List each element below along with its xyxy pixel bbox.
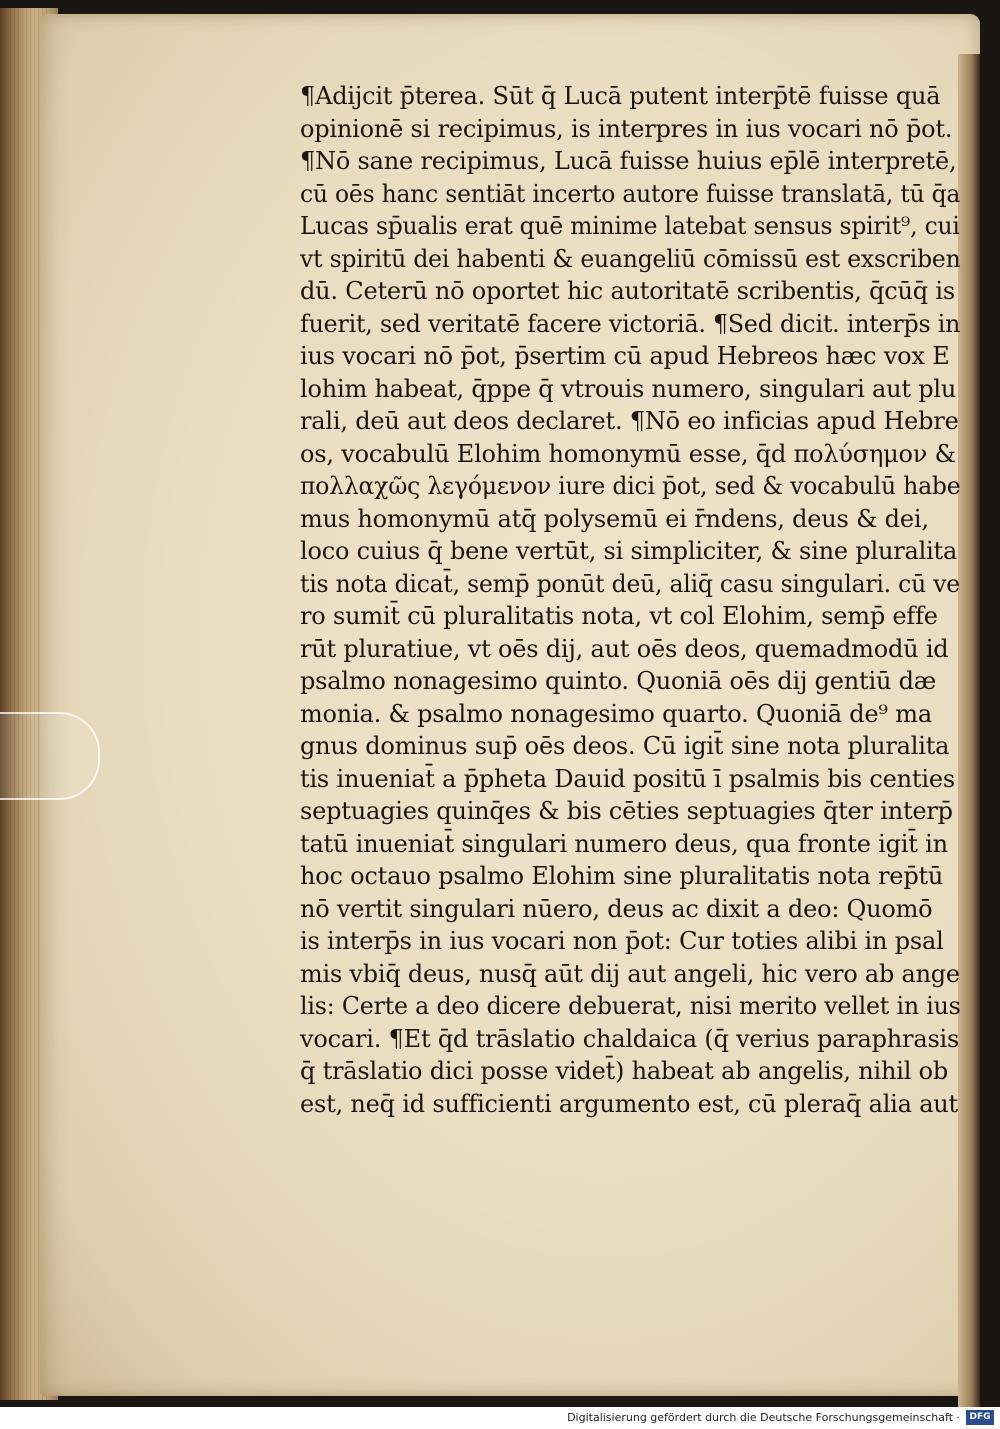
text-line: opinionē si recipimus, is interpres in ius vocari nō p̄ot. bbox=[300, 114, 953, 143]
page-marker-tab bbox=[0, 712, 100, 800]
text-line: septuagies quinq̄es & bis cēties septuagies q̄ter interp̄ bbox=[300, 797, 953, 825]
text-line: mus homonymū atq̄ polysemū ei r̄ndens, deus & dei, bbox=[300, 504, 929, 533]
text-line: vt spiritū dei habenti & euangeliū cōmissū est exscriben bbox=[300, 244, 961, 273]
text-line: monia. & psalmo nonagesimo quarto. Quoniā de⁹ ma bbox=[300, 699, 932, 728]
text-line: mis vbiq̄ deus, nusq̄ aūt dij aut angeli, hic vero ab ange bbox=[300, 959, 960, 988]
text-line: dū. Ceterū nō oportet hic autoritatē scribentis, q̄cūq̄ is bbox=[300, 277, 955, 305]
dfg-logo: DFG bbox=[966, 1410, 994, 1425]
text-line: tis nota dicat̄, semp̄ ponūt deū, aliq̄ casu singulari. cū ve bbox=[300, 569, 960, 598]
text-line: est, neq̄ id sufficienti argumento est, cū pleraq̄ alia aut bbox=[300, 1089, 958, 1118]
text-line: fuerit, sed veritatē facere victoriā. ¶Sed dicit. interp̄s in bbox=[300, 309, 961, 338]
funding-credit: Digitalisierung gefördert durch die Deutsche Forschungsgemeinschaft · bbox=[567, 1411, 960, 1424]
text-line: psalmo nonagesimo quinto. Quoniā oēs dij gentiū dæ bbox=[300, 667, 937, 695]
text-line: is interp̄s in ius vocari non p̄ot: Cur toties alibi in psal bbox=[300, 927, 944, 955]
text-line: loco cuius q̄ bene vertūt, si simpliciter, & sine pluralita bbox=[300, 537, 958, 565]
text-line: tatū inueniat̄ singulari numero deus, qua fronte igit̄ in bbox=[300, 829, 948, 858]
text-line: ¶Adijcit p̄terea. Sūt q̄ Lucā putent interp̄tē fuisse quā bbox=[300, 82, 941, 110]
text-line: lohim habeat, q̄ppe q̄ vtrouis numero, singulari aut plu bbox=[300, 374, 957, 403]
text-line: os, vocabulū Elohim homonymū esse, q̄d πολύσημον & bbox=[300, 439, 956, 468]
text-line: rūt pluratiue, vt oēs dij, aut oēs deos, quemadmodū id bbox=[300, 634, 949, 663]
page-text bbox=[300, 80, 960, 1120]
text-line: rali, deū aut deos declaret. ¶Nō eo inficias apud Hebre bbox=[300, 407, 959, 435]
page-gutter-shadow bbox=[958, 54, 980, 1407]
text-line: vocari. ¶Et q̄d trāslatio chaldaica (q̄ verius paraphrasis bbox=[300, 1024, 960, 1053]
text-line: hoc octauo psalmo Elohim sine pluralitatis nota rep̄tū bbox=[300, 862, 944, 890]
text-line: ius vocari nō p̄ot, p̄sertim cū apud Hebreos hæc vox E bbox=[300, 342, 950, 370]
text-line: ¶Nō sane recipimus, Lucā fuisse huius ep̄lē interpretē, bbox=[300, 147, 957, 175]
text-line: πολλαχῶς λεγόμενον iure dici p̄ot, sed & vocabulū habe bbox=[300, 472, 961, 500]
text-line: ro sumit̄ cū pluralitatis nota, vt col Elohim, semp̄ effe bbox=[300, 602, 938, 630]
text-line: q̄ trāslatio dici posse videt̄) habeat ab angelis, nihil ob bbox=[300, 1057, 949, 1085]
text-line: lis: Certe a deo dicere debuerat, nisi merito vellet in ius bbox=[300, 992, 961, 1020]
text-line: gnus dominus sup̄ oēs deos. Cū igit̄ sine nota pluralita bbox=[300, 732, 950, 760]
text-line: nō vertit singulari nūero, deus ac dixit a deo: Quomō bbox=[300, 894, 933, 923]
digitization-footer bbox=[0, 1407, 1000, 1429]
text-line: Lucas sp̄ualis erat quē minime latebat sensus spirit⁹, cui bbox=[300, 212, 960, 240]
text-line: cū oēs hanc sentiāt incerto autore fuisse translatā, tū q̄a bbox=[300, 179, 961, 208]
text-line: tis inueniat̄ a p̄pheta Dauid positū ī psalmis bis centies bbox=[300, 764, 955, 793]
